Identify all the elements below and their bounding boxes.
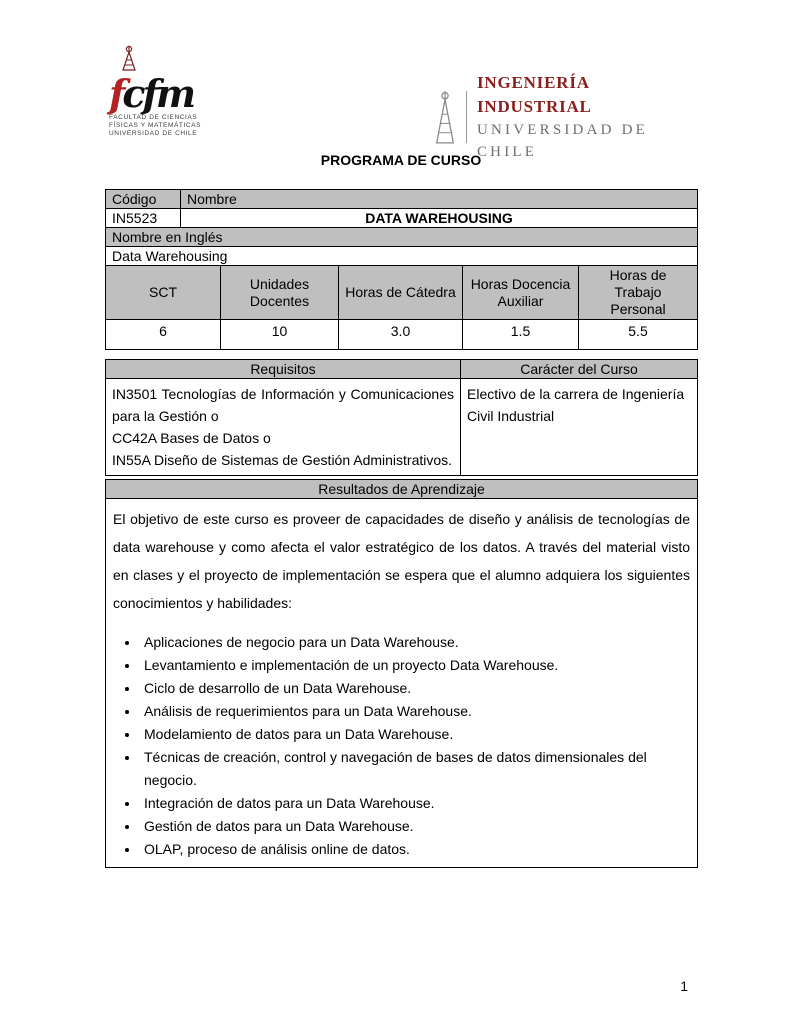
- hours-table: [105, 265, 698, 350]
- course-code-table: [105, 189, 698, 228]
- bullet-item: • OLAP, proceso de análisis online de datos.: [140, 838, 690, 861]
- bullet-item: • Análisis de requerimientos para un Data Warehouse.: [140, 700, 690, 723]
- logo-divider: [466, 91, 467, 143]
- requisito-line: IN55A Diseño de Sistemas de Gestión Administrativos.: [112, 452, 453, 468]
- bullet-item: • Aplicaciones de negocio para un Data Warehouse.: [140, 631, 690, 654]
- horas-catedra-value-cell: 3.0: [339, 320, 463, 350]
- horas-docencia-auxiliar-header-cell: Horas Docencia Auxiliar: [463, 266, 579, 320]
- fcfm-wordmark-accent: f: [109, 71, 123, 116]
- horas-catedra-header-cell: Horas de Cátedra: [339, 266, 463, 320]
- resultados-intro-paragraph: El objetivo de este curso es proveer de capacidades de diseño y análisis de tecnologías de data warehouse y como afecta el valor estratégico de los datos. A través del material visto en clases y el proyecto de implementación se espera que el alumno adquiera los siguientes conocimientos y habilidades:: [113, 511, 690, 611]
- universidad-de-chile-title: UNIVERSIDAD DE CHILE: [476, 122, 648, 160]
- unidades-docentes-header-cell: Unidades Docentes: [221, 266, 339, 320]
- bullet-item: • Levantamiento e implementación de un proyecto Data Warehouse.: [140, 654, 690, 677]
- codigo-value-cell: IN5523: [106, 209, 181, 228]
- nombre-ingles-header-cell: Nombre en Inglés: [106, 228, 698, 247]
- english-name-table: [105, 227, 698, 266]
- nombre-value-cell: DATA WAREHOUSING: [181, 209, 698, 228]
- nombre-header-cell: Nombre: [181, 190, 698, 209]
- ingenieria-industrial-logo: [433, 71, 697, 163]
- bullet-item: • Gestión de datos para un Data Warehouse.: [140, 815, 690, 838]
- fcfm-subline-3: UNIVERSIDAD DE CHILE: [109, 130, 198, 137]
- caracter-header-cell: Carácter del Curso: [461, 360, 698, 379]
- fcfm-subline-1: FACULTAD DE CIENCIAS: [109, 114, 198, 121]
- horas-trabajo-personal-value-cell: 5.5: [579, 320, 698, 350]
- fcfm-wordmark: [109, 71, 239, 116]
- requisito-line: IN3501 Tecnologías de Información y Comunicaciones para la Gestión o: [112, 386, 454, 424]
- caracter-content-cell: [461, 379, 698, 476]
- unidades-docentes-value-cell: 10: [221, 320, 339, 350]
- requisitos-content-cell: [106, 379, 461, 476]
- sct-value-cell: 6: [106, 320, 221, 350]
- resultados-table: [105, 479, 698, 868]
- nombre-ingles-value-cell: Data Warehousing: [106, 247, 698, 266]
- resultados-header-cell: Resultados de Aprendizaje: [106, 480, 698, 499]
- page-title: PROGRAMA DE CURSO: [320, 152, 482, 168]
- horas-docencia-auxiliar-value-cell: 1.5: [463, 320, 579, 350]
- fcfm-subline-2: FÍSICAS Y MATEMÁTICAS: [109, 122, 202, 129]
- page-number: 1: [680, 978, 688, 994]
- requisito-line: CC42A Bases de Datos o: [112, 430, 271, 446]
- caracter-text: Electivo de la carrera de Ingeniería Civil Industrial: [467, 386, 685, 424]
- resultados-content-cell: [106, 499, 698, 868]
- fcfm-wordmark-rest: cfm: [122, 71, 194, 116]
- fcfm-logo: [109, 45, 239, 138]
- uchile-crest-icon: [433, 88, 457, 146]
- bullet-item: • Técnicas de creación, control y navegación de bases de datos dimensionales del negocio.: [140, 746, 690, 792]
- codigo-header-cell: Código: [106, 190, 181, 209]
- horas-trabajo-personal-header-cell: Horas de Trabajo Personal: [579, 266, 698, 320]
- ingenieria-industrial-text: [477, 71, 697, 163]
- requisitos-table: [105, 359, 698, 476]
- ingenieria-industrial-title: INGENIERÍA INDUSTRIAL: [476, 73, 592, 116]
- fcfm-crest-icon: [119, 45, 139, 71]
- resultados-bullet-list: [140, 631, 690, 861]
- bullet-item: • Ciclo de desarrollo de un Data Warehouse.: [140, 677, 690, 700]
- sct-header-cell: SCT: [106, 266, 221, 320]
- bullet-item: • Integración de datos para un Data Warehouse.: [140, 792, 690, 815]
- requisitos-header-cell: Requisitos: [106, 360, 461, 379]
- bullet-item: • Modelamiento de datos para un Data Warehouse.: [140, 723, 690, 746]
